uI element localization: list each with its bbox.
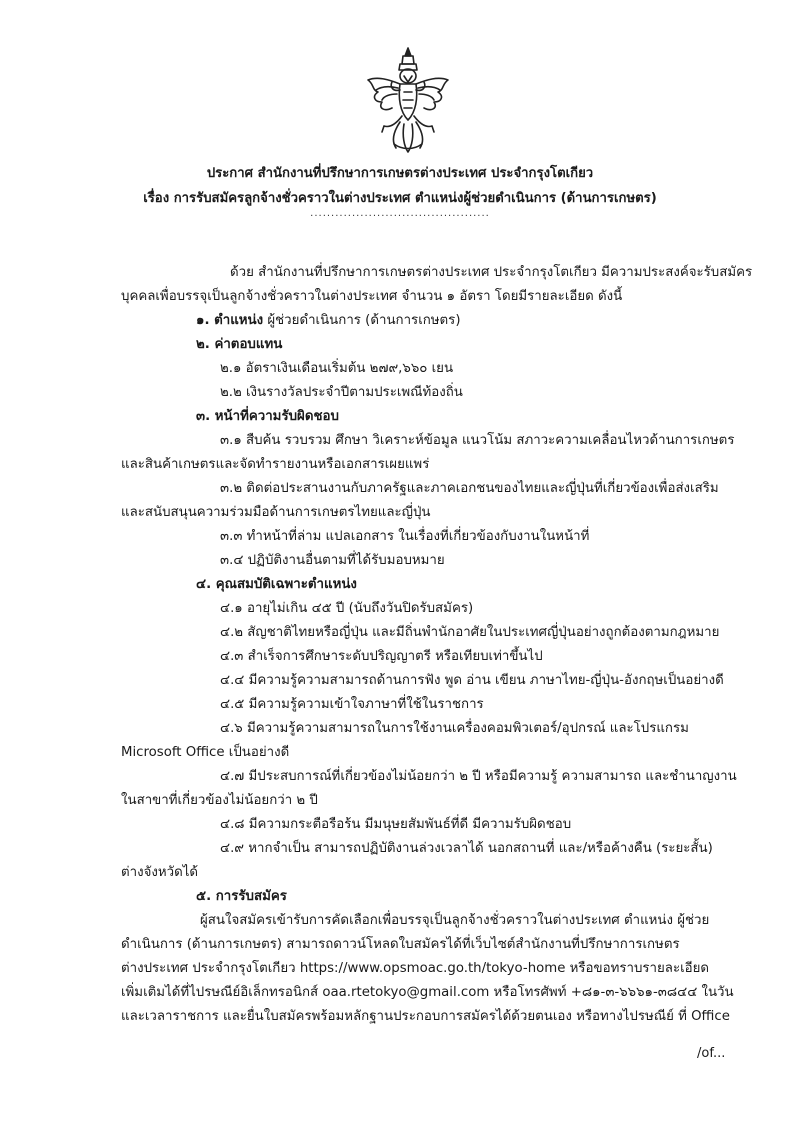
section-compensation-heading: ๒. ค่าตอบแทน (196, 337, 283, 352)
qualification-line: ๔.๗ มีประสบการณ์ที่เกี่ยวข้องไม่น้อยกว่า ๒ ปี หรือมีความรู้ ความสามารถ และชำนาญงาน (220, 769, 737, 784)
compensation-item: ๒.๒ เงินรางวัลประจำปีตามประเพณีท้องถิ่น (220, 385, 463, 400)
intro-line-1: ด้วย สำนักงานที่ปรึกษาการเกษตรต่างประเทศ ประจำกรุงโตเกียว มีความประสงค์จะรับสมัคร (230, 265, 753, 280)
duty-line: ๓.๓ ทำหน้าที่ล่าม แปลเอกสาร ในเรื่องที่เกี่ยวข้องกับงานในหน้าที่ (220, 529, 590, 544)
duty-line: และสินค้าเกษตรและจัดทำรายงานหรือเอกสารเผยแพร่ (121, 457, 430, 472)
application-line: และเวลาราชการ และยื่นใบสมัครพร้อมหลักฐานประกอบการสมัครได้ด้วยตนเอง หรือทางไปรษณีย์ ที่ Office (121, 1009, 730, 1024)
qualification-line: ๔.๒ สัญชาติไทยหรือญี่ปุ่น และมีถิ่นพำนักอาศัยในประเทศญี่ปุ่นอย่างถูกต้องตามกฎหมาย (220, 625, 720, 640)
application-line: ดำเนินการ (ด้านการเกษตร) สามารถดาวน์โหลดใบสมัครได้ที่เว็บไซต์สำนักงานที่ปรึกษาการเกษตร (121, 937, 680, 952)
section-duties-heading: ๓. หน้าที่ความรับผิดชอบ (196, 409, 339, 424)
qualification-line: ในสาขาที่เกี่ยวข้องไม่น้อยกว่า ๒ ปี (121, 793, 318, 808)
duty-line: และสนับสนุนความร่วมมือด้านการเกษตรไทยและญี่ปุ่น (121, 505, 431, 520)
qualification-line: ๔.๔ มีความรู้ความสามารถด้านการฟัง พูด อ่าน เขียน ภาษาไทย-ญี่ปุ่น-อังกฤษเป็นอย่างดี (220, 673, 724, 688)
section-application-heading: ๕. การรับสมัคร (196, 889, 287, 904)
section-position-heading: ๑. ตำแหน่ง (196, 313, 264, 328)
qualification-line: ๔.๘ มีความกระตือรือร้น มีมนุษยสัมพันธ์ที่ดี มีความรับผิดชอบ (220, 817, 572, 832)
qualification-line: ๔.๖ มีความรู้ความสามารถในการใช้งานเครื่องคอมพิวเตอร์/อุปกรณ์ และโปรแกรม (220, 721, 689, 736)
page-continuation: /of... (697, 1046, 726, 1061)
qualification-line: ๔.๑ อายุไม่เกิน ๔๕ ปี (นับถึงวันปิดรับสมัคร) (220, 601, 474, 616)
title-divider: ........................................... (310, 208, 490, 219)
duty-line: ๓.๑ สืบค้น รวบรวม ศึกษา วิเคราะห์ข้อมูล แนวโน้ม สภาวะความเคลื่อนไหวด้านการเกษตร (220, 433, 735, 448)
qualification-line: ๔.๓ สำเร็จการศึกษาระดับปริญญาตรี หรือเทียบเท่าขึ้นไป (220, 649, 543, 664)
section-position-text: ผู้ช่วยดำเนินการ (ด้านการเกษตร) (263, 313, 461, 328)
duty-line: ๓.๔ ปฏิบัติงานอื่นตามที่ได้รับมอบหมาย (220, 553, 445, 568)
section-position (196, 313, 461, 329)
intro-line-2: บุคคลเพื่อบรรจุเป็นลูกจ้างชั่วคราวในต่างประเทศ จำนวน ๑ อัตรา โดยมีรายละเอียด ดังนี้ (121, 289, 623, 304)
qualification-line: ๔.๙ หากจำเป็น สามารถปฏิบัติงานล่วงเวลาได้ นอกสถานที่ และ/หรือค้างคืน (ระยะสั้น) (220, 841, 713, 856)
compensation-item: ๒.๑ อัตราเงินเดือนเริ่มต้น ๒๗๙,๖๖๐ เยน (220, 361, 454, 376)
announcement-subject: เรื่อง การรับสมัครลูกจ้างชั่วคราวในต่างประเทศ ตำแหน่งผู้ช่วยดำเนินการ (ด้านการเกษตร) (143, 191, 657, 206)
garuda-emblem-icon (362, 46, 454, 156)
qualification-line: Microsoft Office เป็นอย่างดี (121, 745, 290, 760)
section-qualifications-heading: ๔. คุณสมบัติเฉพาะตำแหน่ง (196, 577, 357, 592)
application-line: ต่างประเทศ ประจำกรุงโตเกียว https://www.opsmoac.go.th/tokyo-home หรือขอทราบรายละเอียด (121, 961, 710, 976)
announcement-title: ประกาศ สำนักงานที่ปรึกษาการเกษตรต่างประเทศ ประจำกรุงโตเกียว (206, 166, 594, 181)
application-line: เพิ่มเติมได้ที่ไปรษณีย์อิเล็กทรอนิกส์ oaa.rtetokyo@gmail.com หรือโทรศัพท์ +๘๑-๓-๖๖๖๑-๓๘๔๔ ในวัน (121, 985, 734, 1000)
qualification-line: ต่างจังหวัดได้ (121, 865, 199, 880)
duty-line: ๓.๒ ติดต่อประสานงานกับภาครัฐและภาคเอกชนของไทยและญี่ปุ่นที่เกี่ยวข้องเพื่อส่งเสริม (220, 481, 719, 496)
application-line: ผู้สนใจสมัครเข้ารับการคัดเลือกเพื่อบรรจุเป็นลูกจ้างชั่วคราวในต่างประเทศ ตำแหน่ง ผู้ช่วย (200, 913, 710, 928)
qualification-line: ๔.๕ มีความรู้ความเข้าใจภาษาที่ใช้ในราชการ (220, 697, 484, 712)
